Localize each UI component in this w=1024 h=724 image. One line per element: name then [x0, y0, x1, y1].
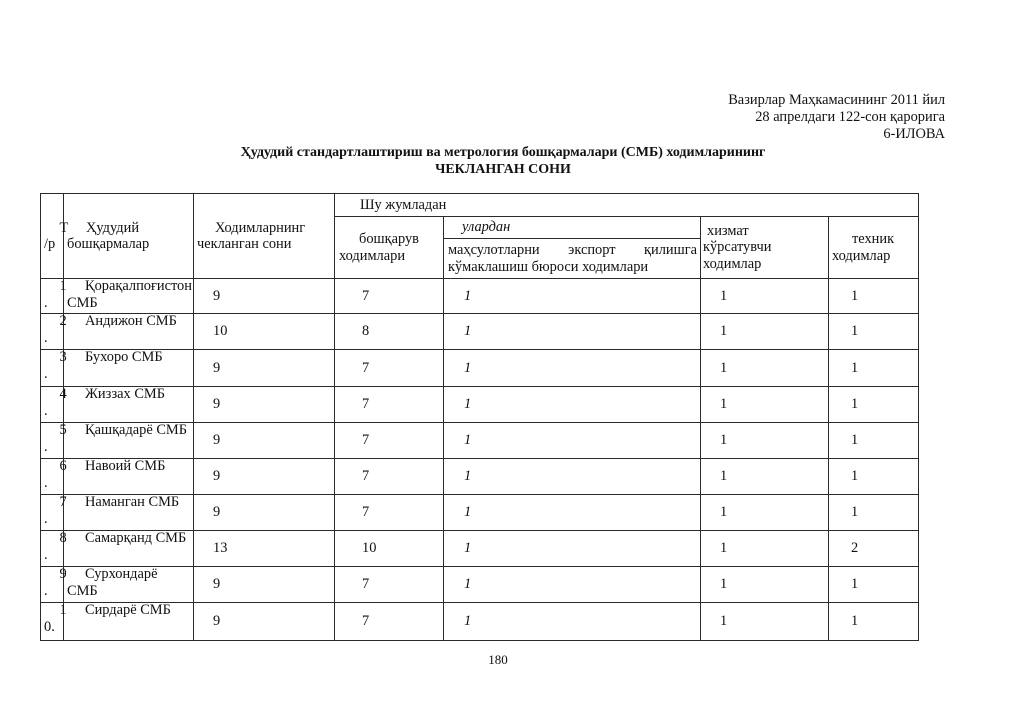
number-line-rest: .: [44, 402, 48, 419]
column-header-region: Ҳудудий бошқармалар: [64, 194, 194, 279]
number-line-rest: .: [44, 510, 48, 527]
row-number: [41, 349, 67, 387]
table-row: [41, 531, 919, 567]
technical-staff: 1: [829, 603, 919, 641]
management-staff: 7: [335, 495, 444, 531]
region-name: Сурхондарё СМБ: [64, 567, 194, 603]
table-row: [41, 459, 919, 495]
service-staff: 1: [701, 567, 829, 603]
management-staff: 7: [335, 423, 444, 459]
column-header-including: Шу жумладан: [335, 194, 919, 217]
management-staff: 8: [335, 314, 444, 350]
number-line-first: 1: [59, 602, 67, 618]
region-name: Қорақалпоғистон СМБ: [64, 279, 194, 314]
export-bureau-header-line-2: кўмаклашиш бюроси ходимлари: [448, 258, 649, 275]
column-header-staff-limit: Ходимларнинг чекланган сони: [194, 194, 335, 279]
appendix-number: 6-ИЛОВА: [883, 126, 945, 142]
number-line-first: 5: [59, 422, 67, 438]
row-number: [41, 530, 67, 567]
table-row: [41, 279, 919, 314]
export-bureau-staff: 1: [444, 423, 701, 459]
export-bureau-staff: 1: [444, 567, 701, 603]
management-staff: 7: [335, 387, 444, 423]
row-number: [41, 278, 67, 314]
staff-limit: 9: [194, 387, 335, 423]
technical-staff: 1: [829, 350, 919, 387]
number-line-first: 2: [59, 313, 67, 329]
row-number: [41, 313, 67, 350]
row-number: [41, 494, 67, 531]
table-row: [41, 314, 919, 350]
export-bureau-staff: 1: [444, 350, 701, 387]
row-number: [41, 566, 67, 603]
column-header-export-bureau: [444, 239, 701, 279]
approval-line-2: 28 апрелдаги 122-сон қарорига: [755, 109, 945, 125]
technical-staff: 1: [829, 495, 919, 531]
table-row: [41, 350, 919, 387]
row-number: [41, 458, 67, 495]
staff-limit: 9: [194, 279, 335, 314]
number-line-rest: .: [44, 438, 48, 455]
column-header-service: хизмат кўрсатувчи ходимлар: [701, 217, 829, 279]
table-row: [41, 603, 919, 641]
staff-limit: 9: [194, 350, 335, 387]
number-line-first: Т: [59, 219, 69, 236]
export-bureau-staff: 1: [444, 387, 701, 423]
table-row: [41, 423, 919, 459]
export-bureau-staff: 1: [444, 459, 701, 495]
region-name: Қашқадарё СМБ: [64, 423, 194, 459]
table-row: [41, 567, 919, 603]
document-title-line-2: ЧЕКЛАНГАН СОНИ: [435, 162, 571, 177]
service-staff: 1: [701, 279, 829, 314]
service-staff: 1: [701, 531, 829, 567]
export-bureau-staff: 1: [444, 603, 701, 641]
management-staff: 7: [335, 459, 444, 495]
number-line-first: 9: [59, 566, 67, 582]
approval-reference: [728, 92, 945, 143]
staff-limit: 9: [194, 495, 335, 531]
column-header-technical: техник ходимлар: [829, 217, 919, 279]
technical-staff: 1: [829, 387, 919, 423]
region-name: Наманган СМБ: [64, 495, 194, 531]
export-bureau-staff: 1: [444, 495, 701, 531]
region-name: Навоий СМБ: [64, 459, 194, 495]
management-staff: 7: [335, 603, 444, 641]
number-line-rest: .: [44, 365, 48, 382]
staff-limit: 9: [194, 603, 335, 641]
staff-limit: 9: [194, 459, 335, 495]
table-row: [41, 387, 919, 423]
technical-staff: 1: [829, 423, 919, 459]
management-staff: 7: [335, 350, 444, 387]
row-number: [41, 422, 67, 459]
staff-limit: 9: [194, 423, 335, 459]
region-name: Андижон СМБ: [64, 314, 194, 350]
region-name: Сирдарё СМБ: [64, 603, 194, 641]
staff-limit: 13: [194, 531, 335, 567]
service-staff: 1: [701, 350, 829, 387]
staff-limit: 10: [194, 314, 335, 350]
management-staff: 7: [335, 279, 444, 314]
region-name: Бухоро СМБ: [64, 350, 194, 387]
approval-line-1: Вазирлар Маҳкамасининг 2011 йил: [728, 92, 945, 108]
export-bureau-header-line-1: маҳсулотларни экспорт қилишга: [448, 242, 697, 258]
table-row: [41, 495, 919, 531]
service-staff: 1: [701, 495, 829, 531]
number-line-rest: .: [44, 582, 48, 599]
row-number: [41, 386, 67, 423]
service-staff: 1: [701, 603, 829, 641]
management-staff: 10: [335, 531, 444, 567]
technical-staff: 1: [829, 567, 919, 603]
staff-limit-table: [40, 193, 919, 641]
service-staff: 1: [701, 314, 829, 350]
number-line-rest: /р: [44, 236, 56, 252]
page-number: 180: [488, 652, 508, 667]
row-number: [41, 602, 67, 641]
export-bureau-staff: 1: [444, 531, 701, 567]
number-line-rest: 0.: [44, 618, 55, 635]
technical-staff: 2: [829, 531, 919, 567]
number-line-first: 8: [59, 530, 67, 546]
table-header-row: [41, 194, 919, 217]
service-staff: 1: [701, 387, 829, 423]
export-bureau-staff: 1: [444, 279, 701, 314]
technical-staff: 1: [829, 314, 919, 350]
number-line-first: 1: [59, 278, 67, 294]
technical-staff: 1: [829, 279, 919, 314]
number-line-rest: .: [44, 329, 48, 346]
export-bureau-staff: 1: [444, 314, 701, 350]
number-line-rest: .: [44, 294, 48, 311]
service-staff: 1: [701, 459, 829, 495]
column-header-management: бошқарув ходимлари: [335, 217, 444, 279]
staff-limit: 9: [194, 567, 335, 603]
region-name: Жиззах СМБ: [64, 387, 194, 423]
management-staff: 7: [335, 567, 444, 603]
column-header-of-which: улардан: [444, 217, 701, 239]
number-line-first: 6: [59, 458, 67, 474]
service-staff: 1: [701, 423, 829, 459]
number-line-first: 4: [59, 386, 67, 402]
number-line-first: 7: [59, 494, 67, 510]
region-name: Самарқанд СМБ: [64, 531, 194, 567]
number-line-rest: .: [44, 546, 48, 563]
document-title: [60, 144, 946, 178]
document-title-line-1: Ҳудудий стандартлаштириш ва метрология бошқармалари (СМБ) ходимларининг: [240, 145, 766, 160]
column-header-number: [41, 194, 69, 279]
technical-staff: 1: [829, 459, 919, 495]
number-line-first: 3: [59, 349, 67, 365]
number-line-rest: .: [44, 474, 48, 491]
